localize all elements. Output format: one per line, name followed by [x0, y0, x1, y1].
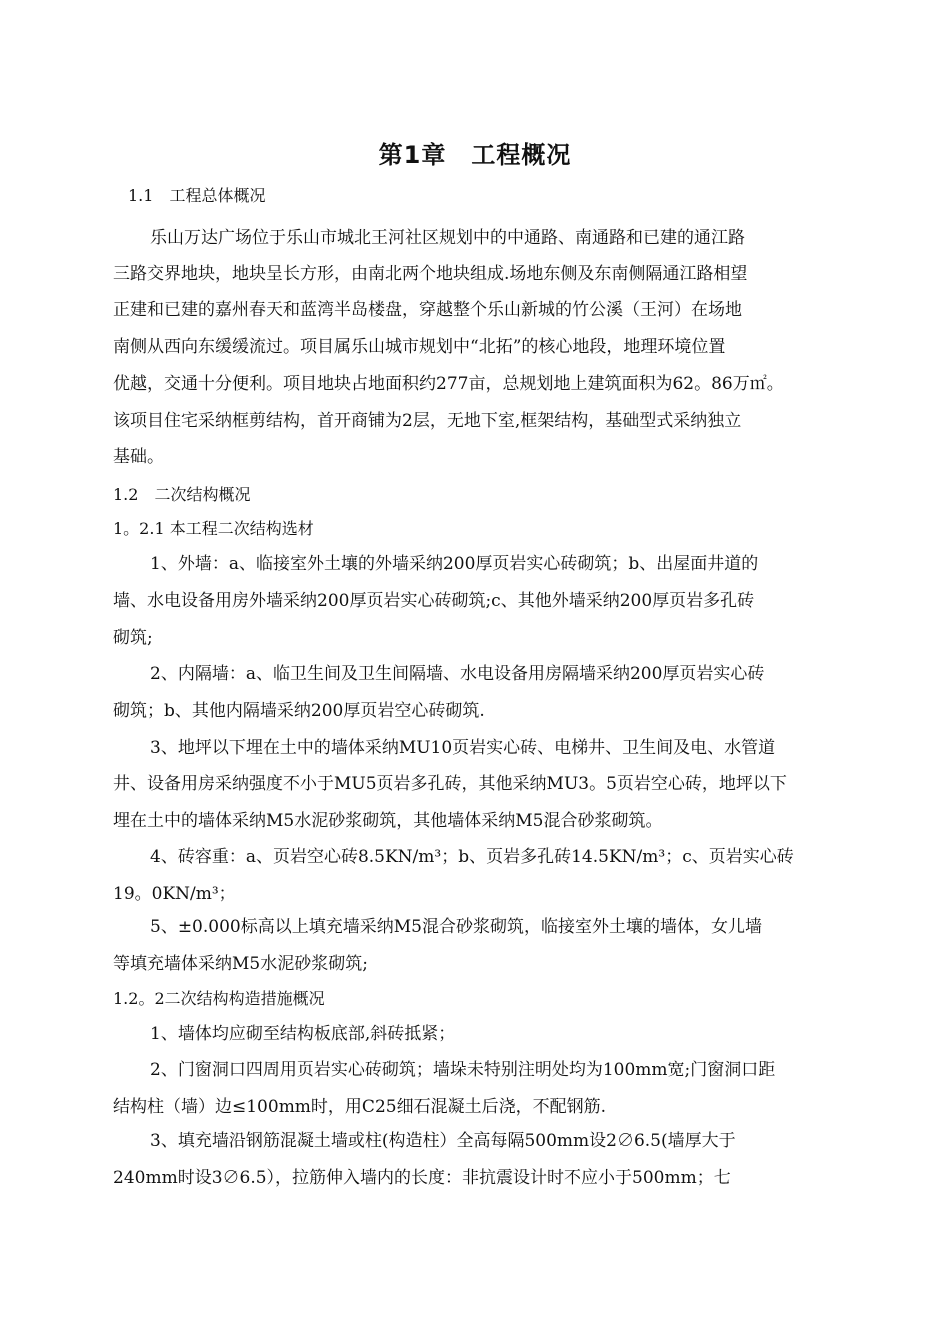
section-heading-1-2: 1.2 二次结构概况	[113, 485, 251, 504]
section-heading-1-1: 1.1 工程总体概况	[128, 186, 266, 205]
list-item-line: 3、填充墙沿钢筋混凝土墙或柱(构造柱）全高每隔500mm设2∅6.5(墙厚大于	[150, 1131, 736, 1151]
list-item-line: 2、门窗洞口四周用页岩实心砖砌筑；墙垛未特别注明处均为100mm宽;门窗洞口距	[150, 1060, 776, 1080]
chapter-title: 第1章 工程概况	[378, 141, 572, 169]
list-item-line: 1、外墙：a、临接室外土壤的外墙采纳200厚页岩实心砖砌筑；b、出屋面井道的	[150, 554, 759, 574]
list-item-line: 砌筑；b、其他内隔墙采纳200厚页岩空心砖砌筑.	[113, 701, 485, 721]
list-item-line: 4、砖容重：a、页岩空心砖8.5KN/m³；b、页岩多孔砖14.5KN/m³；c、页岩实心砖	[150, 847, 794, 867]
paragraph-line: 乐山万达广场位于乐山市城北王河社区规划中的中通路、南通路和已建的通江路	[150, 228, 745, 248]
list-item-line: 结构柱（墙）边≤100mm时，用C25细石混凝土后浇，不配钢筋.	[113, 1097, 606, 1117]
paragraph-line: 该项目住宅采纳框剪结构，首开商铺为2层，无地下室,框架结构，基础型式采纳独立	[113, 411, 742, 431]
list-item-line: 5、±0.000标高以上填充墙采纳M5混合砂浆砌筑，临接室外土壤的墙体，女儿墙	[150, 917, 762, 937]
list-item-line: 2、内隔墙：a、临卫生间及卫生间隔墙、水电设备用房隔墙采纳200厚页岩实心砖	[150, 664, 765, 684]
list-item-line: 井、设备用房采纳强度不小于MU5页岩多孔砖，其他采纳MU3。5页岩空心砖，地坪以下	[113, 774, 787, 794]
list-item-line: 埋在土中的墙体采纳M5水泥砂浆砌筑，其他墙体采纳M5混合砂浆砌筑。	[113, 811, 663, 831]
paragraph-line: 南侧从西向东缓缓流过。项目属乐山城市规划中“北拓”的核心地段，地理环境位置	[113, 337, 726, 357]
section-heading-1-2-2: 1.2。2二次结构构造措施概况	[113, 989, 325, 1008]
list-item-line: 3、地坪以下埋在土中的墙体采纳MU10页岩实心砖、电梯井、卫生间及电、水管道	[150, 738, 776, 758]
paragraph-line: 正建和已建的嘉州春天和蓝湾半岛楼盘，穿越整个乐山新城的竹公溪（王河）在场地	[113, 300, 742, 320]
list-item-line: 19。0KN/m³；	[113, 884, 236, 904]
section-heading-1-2-1: 1。2.1 本工程二次结构选材	[113, 519, 314, 538]
paragraph-line: 基础。	[113, 447, 164, 467]
list-item-line: 1、墙体均应砌至结构板底部,斜砖抵紧；	[150, 1024, 456, 1044]
list-item-line: 等填充墙体采纳M5水泥砂浆砌筑;	[113, 954, 368, 974]
paragraph-line: 优越，交通十分便利。项目地块占地面积约277亩，总规划地上建筑面积为62。86万㎡。	[113, 374, 784, 394]
list-item-line: 砌筑;	[113, 628, 153, 648]
list-item-line: 墙、水电设备用房外墙采纳200厚页岩实心砖砌筑;c、其他外墙采纳200厚页岩多孔砖	[113, 591, 755, 611]
list-item-line: 240mm时设3∅6.5），拉筋伸入墙内的长度：非抗震设计时不应小于500mm；七	[113, 1168, 731, 1188]
paragraph-line: 三路交界地块，地块呈长方形，由南北两个地块组成.场地东侧及东南侧隔通江路相望	[113, 264, 748, 284]
